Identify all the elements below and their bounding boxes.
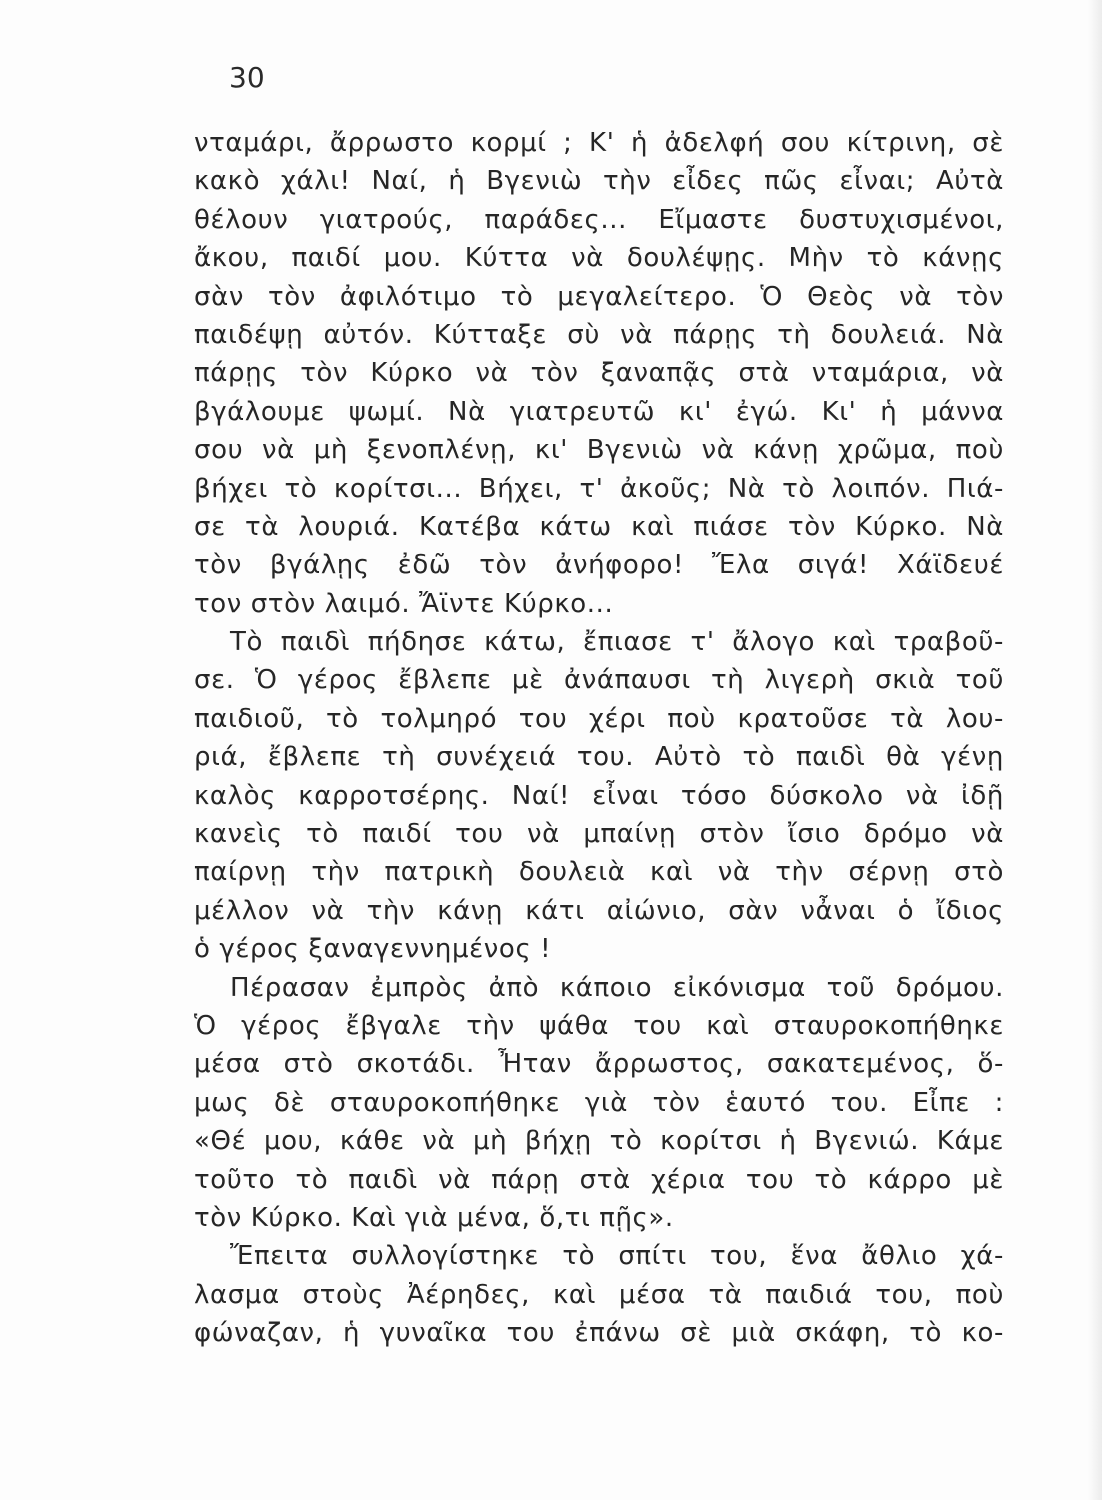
text-line: τον στὸν λαιμό. Ἄϊντε Κύρκο... <box>194 588 614 619</box>
text-line: φώναζαν, ἡ γυναῖκα του ἐπάνω σὲ μιὰ σκάφη, τὸ κο- <box>194 1318 1004 1349</box>
text-line: σου νὰ μὴ ξενοπλένῃ, κι' Βγενιὼ νὰ κάνῃ χρῶμα, ποὺ <box>194 435 1004 466</box>
text-line: παιδιοῦ, τὸ τολμηρό του χέρι ποὺ κρατοῦσε τὰ λου- <box>194 703 1004 734</box>
text-line: μέλλον νὰ τὴν κάνῃ κάτι αἰώνιο, σὰν νἆναι ὁ ἴδιος <box>194 895 1004 926</box>
text-line: τὸν Κύρκο. Καὶ γιὰ μένα, ὅ,τι πῇς». <box>194 1202 674 1233</box>
text-line: σε. Ὁ γέρος ἔβλεπε μὲ ἀνάπαυσι τὴ λιγερὴ σκιὰ τοῦ <box>194 665 1004 696</box>
text-line: κακὸ χάλι! Ναί, ἡ Βγενιὼ τὴν εἶδες πῶς εἶναι; Αὐτὰ <box>194 166 1004 197</box>
paragraph-first-line: Τὸ παιδὶ πήδησε κάτω, ἔπιασε τ' ἄλογο καὶ τραβοῦ- <box>230 627 1004 658</box>
text-line: μέσα στὸ σκοτάδι. Ἦταν ἄρρωστος, σακατεμένος, ὅ- <box>194 1049 1004 1080</box>
text-line: βγάλουμε ψωμί. Νὰ γιατρευτῶ κι' ἐγώ. Κι' ἡ μάννα <box>194 396 1004 427</box>
text-line: σὰν τὸν ἀφιλότιμο τὸ μεγαλείτερο. Ὁ Θεὸς νὰ τὸν <box>194 281 1004 312</box>
text-line: «Θέ μου, κάθε νὰ μὴ βήχῃ τὸ κορίτσι ἡ Βγενιώ. Κάμε <box>194 1126 1004 1157</box>
paragraph-first-line: Ἔπειτα συλλογίστηκε τὸ σπίτι του, ἕνα ἄθλιο χά- <box>230 1241 1004 1272</box>
body-text <box>194 124 1004 1353</box>
page-edge-shadow <box>1088 0 1102 1500</box>
text-line: τοῦτο τὸ παιδὶ νὰ πάρῃ στὰ χέρια του τὸ κάρρο μὲ <box>194 1164 1004 1195</box>
text-line: βήχει τὸ κορίτσι... Βήχει, τ' ἀκοῦς; Νὰ τὸ λοιπόν. Πιά- <box>194 473 1004 504</box>
text-line: σε τὰ λουριά. Κατέβα κάτω καὶ πιάσε τὸν Κύρκο. Νὰ <box>194 511 1004 542</box>
text-line: πάρῃς τὸν Κύρκο νὰ τὸν ξαναπᾷς στὰ νταμάρια, νὰ <box>194 358 1004 389</box>
text-line: μως δὲ σταυροκοπήθηκε γιὰ τὸν ἑαυτό του. Εἶπε : <box>194 1087 1004 1118</box>
page-number: 30 <box>229 61 265 94</box>
text-line: ἄκου, παιδί μου. Κύττα νὰ δουλέψῃς. Μὴν τὸ κάνῃς <box>194 243 1004 274</box>
text-line: παίρνῃ τὴν πατρικὴ δουλειὰ καὶ νὰ τὴν σέρνῃ στὸ <box>194 857 1004 888</box>
text-line: θέλουν γιατρούς, παράδες... Εἴμαστε δυστυχισμένοι, <box>194 204 1004 235</box>
text-line: παιδέψῃ αὐτόν. Κύτταξε σὺ νὰ πάρῃς τὴ δουλειά. Νὰ <box>194 319 1004 350</box>
text-line: Ὁ γέρος ἔβγαλε τὴν ψάθα του καὶ σταυροκοπήθηκε <box>194 1010 1004 1041</box>
text-line: καλὸς καρροτσέρης. Ναί! εἶναι τόσο δύσκολο νὰ ἰδῇ <box>194 780 1004 811</box>
text-line: κανεὶς τὸ παιδί του νὰ μπαίνῃ στὸν ἴσιο δρόμο νὰ <box>194 819 1004 850</box>
text-line: νταμάρι, ἄρρωστο κορμί ; Κ' ἡ ἀδελφή σου κίτρινη, σὲ <box>194 128 1004 158</box>
text-line: ὁ γέρος ξαναγεννημένος ! <box>194 934 552 965</box>
paragraph-first-line: Πέρασαν ἐμπρὸς ἀπὸ κάποιο εἰκόνισμα τοῦ δρόμου. <box>230 972 1004 1003</box>
text-line: ριά, ἔβλεπε τὴ συνέχειά του. Αὐτὸ τὸ παιδὶ θὰ γένῃ <box>194 742 1004 773</box>
text-line: τὸν βγάλῃς ἐδῶ τὸν ἀνήφορο! Ἔλα σιγά! Χάϊδευέ <box>194 550 1004 581</box>
text-line: λασμα στοὺς Ἀέρηδες, καὶ μέσα τὰ παιδιά του, ποὺ <box>194 1279 1004 1310</box>
